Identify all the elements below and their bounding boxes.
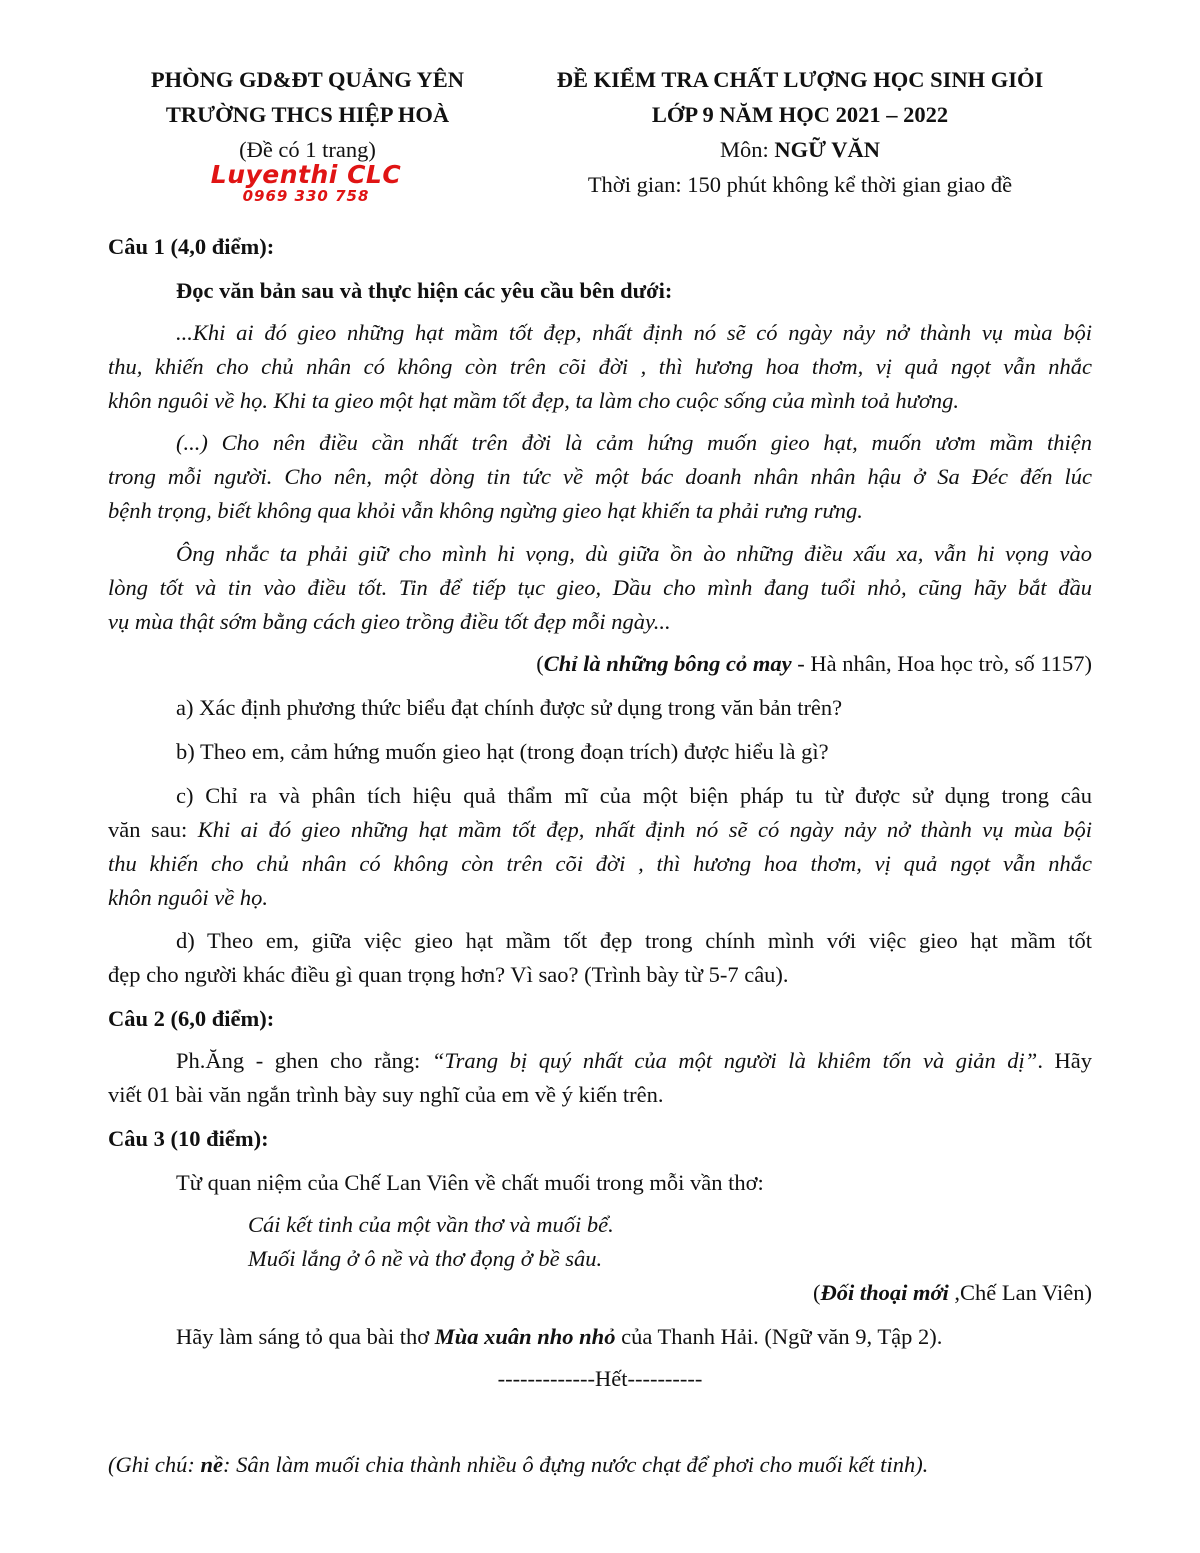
watermark-logo [196,160,416,206]
question-2-line: viết 01 bài văn ngắn trình bày suy nghĩ của em về ý kiến trên. [108,1082,664,1107]
exam-grade-year: LỚP 9 NĂM HỌC 2021 – 2022 [651,102,949,127]
question-2-prompt [176,1048,1092,1074]
question-1-title: Câu 1 (4,0 điểm): [108,234,275,259]
question-3-task [176,1324,942,1350]
passage-line: (...) Cho nên điều cần nhất trên đời là cảm hứng muốn gieo hạt, muốn ươm mầm thiện [176,430,1092,455]
page-count-note: (Đề có 1 trang) [239,137,376,162]
footnote-text: : Sân làm muối chia thành nhiều ô đựng nước chạt để phơi cho muối kết tinh). [222,1452,929,1477]
question-2-quote: “Trang bị quý nhất của một người là khiêm tốn và giản dị” [431,1048,1038,1073]
passage-line: Ông nhắc ta phải giữ cho mình hi vọng, dù giữa ồn ào những điều xấu xa, vẫn hi vọng vào [176,541,1092,566]
poem-source [813,1280,1092,1306]
task-prefix: Hãy làm sáng tỏ qua bài thơ [176,1324,435,1349]
footnote-prefix: (Ghi chú: [108,1452,201,1477]
question-1c-prefix: văn sau: [108,817,198,842]
poem-source-title: Đối thoại mới [820,1280,949,1305]
task-suffix: của Thanh Hải. (Ngữ văn 9, Tập 2). [615,1324,943,1349]
department-name: PHÒNG GD&ĐT QUẢNG YÊN [150,67,465,92]
question-2-prefix: Ph.Ăng - ghen cho rằng: [176,1048,432,1073]
footnote [108,1452,928,1478]
poem-line: Muối lắng ở ô nề và thơ đọng ở bề sâu. [248,1246,603,1271]
footnote-term: nề [200,1452,223,1477]
question-3-intro: Từ quan niệm của Chế Lan Viên về chất muối trong mỗi vần thơ: [176,1170,764,1195]
question-2-title: Câu 2 (6,0 điểm): [108,1006,275,1031]
task-poem-title: Mùa xuân nho nhỏ [434,1324,616,1349]
logo-name: Luyenthi CLC [210,160,402,189]
question-1c-quote: Khi ai đó gieo những hạt mầm tốt đẹp, nhất định nó sẽ có ngày nảy nở thành vụ mùa bội [197,817,1092,842]
source-open: ( [536,651,544,676]
question-1b: b) Theo em, cảm hứng muốn gieo hạt (trong đoạn trích) được hiểu là gì? [176,739,829,764]
question-1d-line: đẹp cho người khác điều gì quan trọng hơn? Vì sao? (Trình bày từ 5-7 câu). [108,962,789,987]
exam-subject [520,132,1080,167]
exam-header [520,62,1080,202]
exam-title: ĐỀ KIỂM TRA CHẤT LƯỢNG HỌC SINH GIỎI [556,67,1044,92]
poem-line: Cái kết tinh của một vần thơ và muối bể. [248,1212,614,1237]
question-1c-quote-line: khôn nguôi về họ. [108,885,268,910]
logo-phone: 0969 330 758 [242,187,370,205]
source-rest: - Hà nhân, Hoa học trò, số 1157) [791,651,1092,676]
question-1c: c) Chỉ ra và phân tích hiệu quả thẩm mĩ của một biện pháp tu từ được sử dụng trong câu [176,783,1092,808]
question-1c-quote-line: thu khiến cho chủ nhân có không còn trên cõi đời , thì hương hoa thơm, vị quả ngọt vẫn nhắc [108,851,1092,876]
poem-source-open: ( [812,1280,821,1305]
question-1-instruction: Đọc văn bản sau và thực hiện các yêu cầu bên dưới: [176,278,673,303]
school-header [120,62,495,167]
passage-line: bệnh trọng, biết không qua khỏi vẫn không ngừng gieo hạt khiến ta phải rưng rưng. [108,498,863,523]
question-2-suffix: . Hãy [1037,1048,1092,1073]
question-3-title: Câu 3 (10 điểm): [108,1126,269,1151]
subject-label: Môn: [719,137,775,162]
question-1a: a) Xác định phương thức biểu đạt chính được sử dụng trong văn bản trên? [176,695,843,720]
exam-time: Thời gian: 150 phút không kể thời gian giao đề [587,172,1013,197]
question-1c-line [108,817,1092,843]
end-marker: -------------Hết---------- [497,1366,703,1391]
poem-source-rest: ,Chế Lan Viên) [948,1280,1092,1305]
passage-source [536,651,1092,677]
passage-line: ...Khi ai đó gieo những hạt mầm tốt đẹp, nhất định nó sẽ có ngày nảy nở thành vụ mùa bội [176,320,1092,345]
passage-line: vụ mùa thật sớm bằng cách gieo trồng điều tốt đẹp mỗi ngày... [108,609,671,634]
question-1d: d) Theo em, giữa việc gieo hạt mầm tốt đẹp trong chính mình với việc gieo hạt mầm tốt [176,928,1092,953]
school-name: TRƯỜNG THCS HIỆP HOÀ [165,102,450,127]
passage-line: lòng tốt và tin vào điều tốt. Tin để tiếp tục gieo, Dầu cho mình đang tuổi nhỏ, cũng hãy bắt đầu [108,575,1092,600]
passage-line: trong mỗi người. Cho nên, một dòng tin tức về một bác doanh nhân nhân hậu ở Sa Đéc đến lúc [108,464,1092,489]
passage-line: thu, khiến cho chủ nhân có không còn trên cõi đời , thì hương hoa thơm, vị quả ngọt vẫn nhắc [108,354,1092,379]
passage-line: khôn nguôi về họ. Khi ta gieo một hạt mầm tốt đẹp, ta làm cho cuộc sống của mình toả hương. [108,388,960,413]
subject-name: NGỮ VĂN [774,137,880,162]
source-title: Chỉ là những bông cỏ may [543,651,792,676]
